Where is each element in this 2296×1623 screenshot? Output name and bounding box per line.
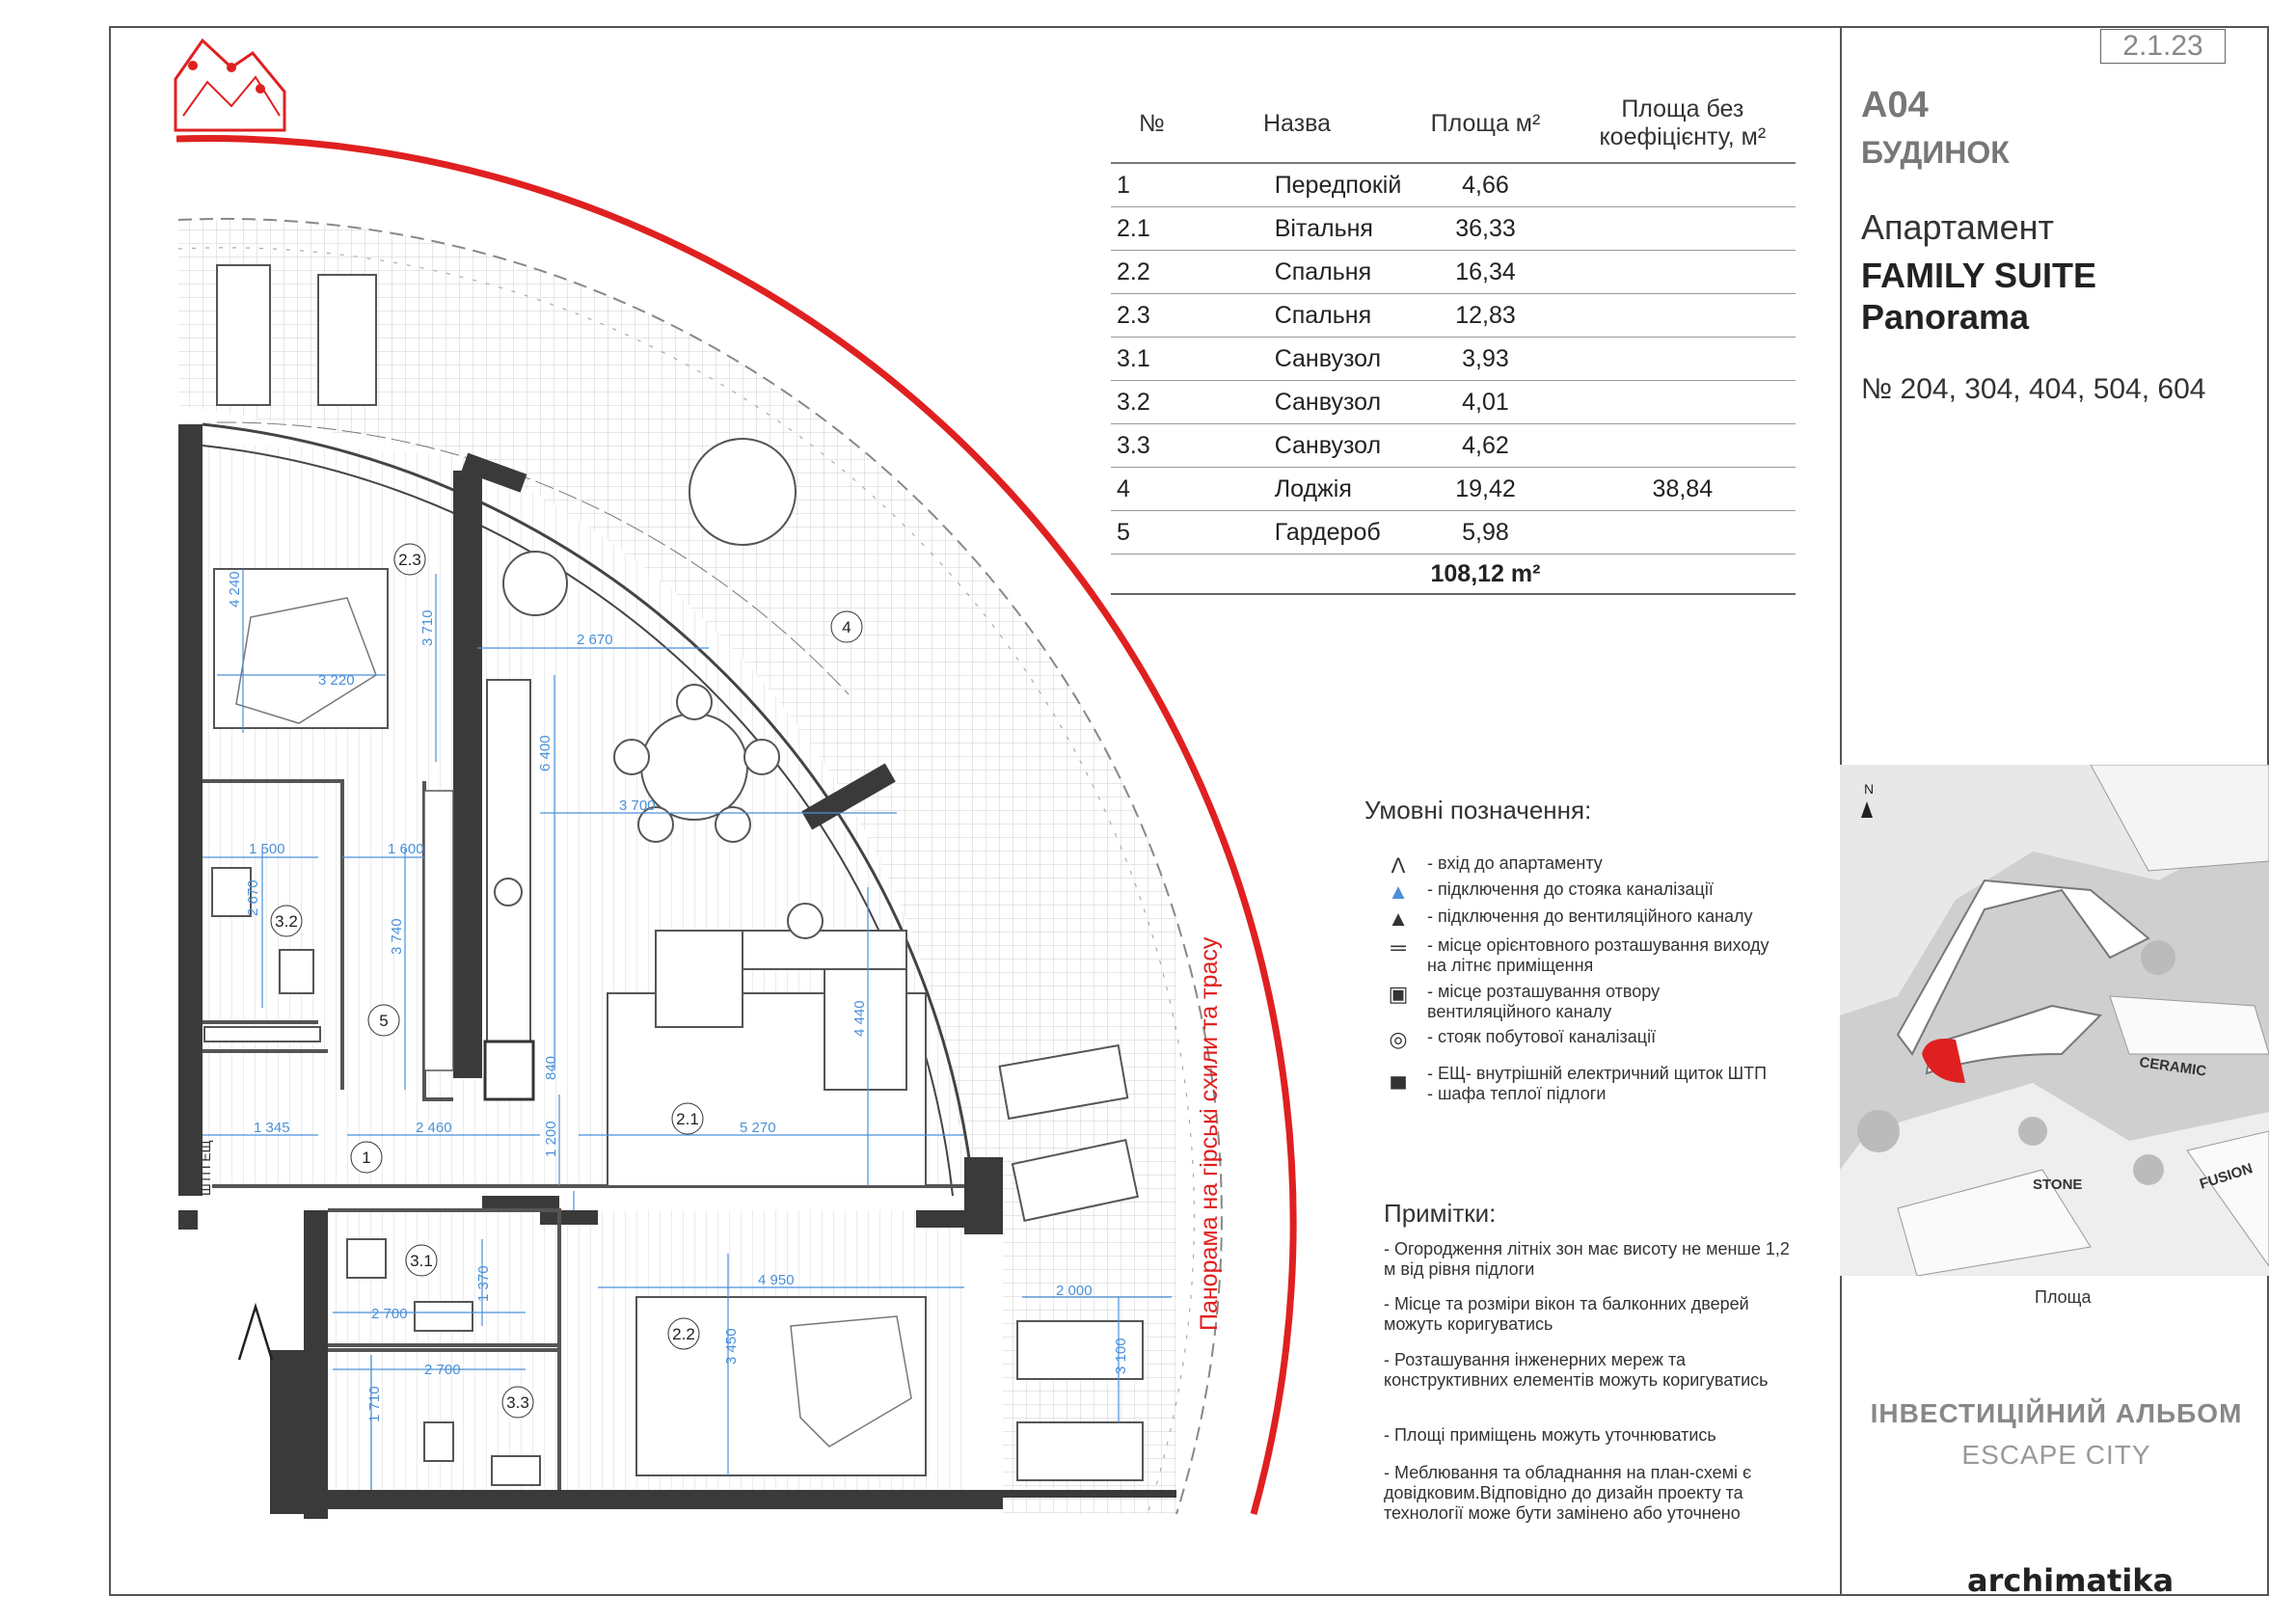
vent-opening-icon: ▣ [1388,982,1409,1006]
apartment-label: Апартамент [1861,207,2055,247]
room-area-raw [1570,294,1796,338]
legend-text: - місце орієнтовного розташування виходу на літнє приміщення [1427,935,1769,975]
svg-text:1 345: 1 345 [254,1120,290,1136]
total-spacer [1193,555,1402,595]
room-area-raw [1570,207,1796,251]
mountain-logo [176,41,284,130]
svg-text:1 370: 1 370 [475,1265,492,1302]
note-item: - Огородження літніх зон має висоту не менше 1,2 м від рівня підлоги [1384,1239,1790,1279]
site-label-fusion: FUSION [2197,1160,2255,1193]
svg-text:840: 840 [543,1055,559,1080]
room-name: Передпокій [1193,163,1402,207]
legend-title: Умовні позначення: [1364,796,1592,825]
dining-table [641,714,747,820]
apartment-name: FAMILY SUITE [1861,256,2097,295]
table-header-row [1111,85,1796,163]
room-area: 4,01 [1401,381,1569,424]
svg-text:2 000: 2 000 [1056,1283,1093,1299]
sewer-connection-icon: ▲ [1388,879,1409,904]
apartment-subname: Panorama [1861,297,2030,337]
room-area-raw [1570,338,1796,381]
legend-text: - підключення до вентиляційного каналу [1427,906,1753,926]
svg-text:1 200: 1 200 [543,1121,559,1157]
building-type: БУДИНОК [1861,135,2010,170]
room-area: 16,34 [1401,251,1569,294]
note-item: - Місце та розміри вікон та балконних дверей можуть коригуватись [1384,1294,1749,1334]
legend-text: - підключення до стояка каналізації [1427,879,1714,899]
svg-text:4 950: 4 950 [758,1272,795,1288]
album-title: ІНВЕСТИЦІЙНИЙ АЛЬБОМ [1870,1398,2243,1428]
room-no: 2.2 [1111,251,1193,294]
svg-text:1 600: 1 600 [388,841,424,857]
room-name: Санвузол [1193,338,1402,381]
legend-item [1369,935,1774,976]
legend-item [1369,1027,1774,1052]
legend-text: - ЕЩ- внутрішній електричний щиток ШТП - шафа теплої підлоги [1427,1064,1768,1103]
notes-title: Примітки: [1384,1199,1497,1228]
svg-text:1 710: 1 710 [366,1386,383,1422]
panel-icon: ▄ [1391,1064,1406,1088]
table-row [1111,207,1796,251]
svg-text:3 740: 3 740 [389,918,405,955]
svg-text:1 500: 1 500 [249,841,285,857]
room-name: Спальня [1193,294,1402,338]
svg-text:2 670: 2 670 [245,879,261,916]
north-label: N [1864,781,1875,797]
svg-text:4 440: 4 440 [851,1000,868,1037]
room-area-raw [1570,381,1796,424]
sewer-riser-icon: ◎ [1389,1027,1408,1051]
loggia-table [689,439,796,545]
note-item: - Розташування інженерних мереж та конструктивних елементів можуть коригуватись [1384,1350,1769,1390]
panel-label: ШТП ЕЩ [198,1140,213,1196]
building-code: A04 [1861,85,1929,125]
svg-text:4 240: 4 240 [227,571,243,608]
svg-text:5: 5 [379,1012,389,1030]
legend-text: - вхід до апартаменту [1427,853,1603,873]
total-area: 108,12 m² [1401,555,1569,595]
svg-text:2 700: 2 700 [424,1362,461,1378]
room-area-raw [1570,511,1796,555]
svg-text:2 670: 2 670 [577,632,613,648]
col-header-area: Площа м² [1401,85,1569,163]
svg-text:1: 1 [362,1149,371,1167]
legend-item [1369,906,1774,932]
table-total-row [1111,555,1796,595]
legend-item [1369,982,1774,1022]
note-item: - Меблювання та обладнання на план-схемі є довідковим.Відповідно до дизайн проекту та технології може бути замінено або уточнено [1384,1463,1752,1523]
table-row [1111,294,1796,338]
room-no: 3.2 [1111,381,1193,424]
col-header-name: Назва [1193,85,1402,163]
svg-text:6 400: 6 400 [537,735,554,771]
svg-text:5 270: 5 270 [740,1120,776,1136]
note-item: - Площі приміщень можуть уточнюватись [1384,1425,1716,1445]
room-no: 1 [1111,163,1193,207]
table-row [1111,251,1796,294]
table-row [1111,468,1796,511]
table-row [1111,381,1796,424]
svg-text:3 700: 3 700 [619,798,656,814]
archimatika-logo: archimatika [1967,1562,2174,1599]
room-name: Спальня [1193,251,1402,294]
svg-text:3.2: 3.2 [275,912,298,931]
table-row [1111,163,1796,207]
room-no: 5 [1111,511,1193,555]
room-area: 5,98 [1401,511,1569,555]
total-spacer [1570,555,1796,595]
room-area-raw [1570,251,1796,294]
svg-text:2.1: 2.1 [676,1110,699,1128]
room-area: 4,66 [1401,163,1569,207]
total-spacer [1111,555,1193,595]
room-no: 3.1 [1111,338,1193,381]
legend-item [1369,853,1774,879]
summer-exit-icon: ═ [1391,935,1406,960]
svg-text:3.3: 3.3 [506,1393,529,1412]
table-row [1111,424,1796,468]
svg-text:3.1: 3.1 [410,1252,433,1270]
room-area-raw [1570,424,1796,468]
legend-text: - стояк побутової каналізації [1427,1027,1657,1046]
site-label-ceramic: CERAMIC [2138,1054,2208,1080]
col-header-area-raw: Площа без коефіцієнту, м² [1570,85,1796,163]
room-name: Санвузол [1193,424,1402,468]
svg-text:2 460: 2 460 [416,1120,452,1136]
room-area: 12,83 [1401,294,1569,338]
room-area: 19,42 [1401,468,1569,511]
legend-text: - місце розташування отвору вентиляційного каналу [1427,982,1661,1021]
room-name: Санвузол [1193,381,1402,424]
table-row [1111,338,1796,381]
entry-arrow-icon: Λ [1391,853,1406,878]
room-name: Гардероб [1193,511,1402,555]
panorama-label: Панорама на гірські схили та трасу [1196,936,1223,1331]
sheet-number: 2.1.23 [2100,29,2226,64]
svg-text:3 220: 3 220 [318,672,355,689]
svg-text:3 100: 3 100 [1113,1338,1129,1374]
entry-arrow-icon [239,1307,272,1360]
room-area: 3,93 [1401,338,1569,381]
site-map [1840,765,2269,1276]
vent-connection-icon: ▲ [1388,906,1409,931]
svg-text:2.3: 2.3 [398,551,421,569]
album-subtitle: ESCAPE CITY [1961,1440,2151,1470]
room-area-raw [1570,163,1796,207]
kitchen-counter [487,680,530,1066]
svg-text:2.2: 2.2 [672,1325,695,1343]
svg-text:3 450: 3 450 [723,1328,740,1365]
apartment-numbers: № 204, 304, 404, 504, 604 [1861,373,2206,405]
room-no: 4 [1111,468,1193,511]
room-no: 2.1 [1111,207,1193,251]
col-header-no: № [1111,85,1193,163]
legend-item [1369,1064,1774,1104]
site-map-caption: Площа [2035,1287,2092,1307]
room-area: 4,62 [1401,424,1569,468]
room-area-table [1111,85,1796,595]
room-name: Лоджія [1193,468,1402,511]
site-label-stone: STONE [2033,1177,2083,1193]
room-no: 2.3 [1111,294,1193,338]
svg-text:2 700: 2 700 [371,1306,408,1322]
table-row [1111,511,1796,555]
room-name: Вітальня [1193,207,1402,251]
svg-text:3 710: 3 710 [419,609,436,646]
legend-item [1369,879,1774,905]
room-area-raw: 38,84 [1570,468,1796,511]
svg-text:4: 4 [842,618,851,636]
room-area: 36,33 [1401,207,1569,251]
room-no: 3.3 [1111,424,1193,468]
